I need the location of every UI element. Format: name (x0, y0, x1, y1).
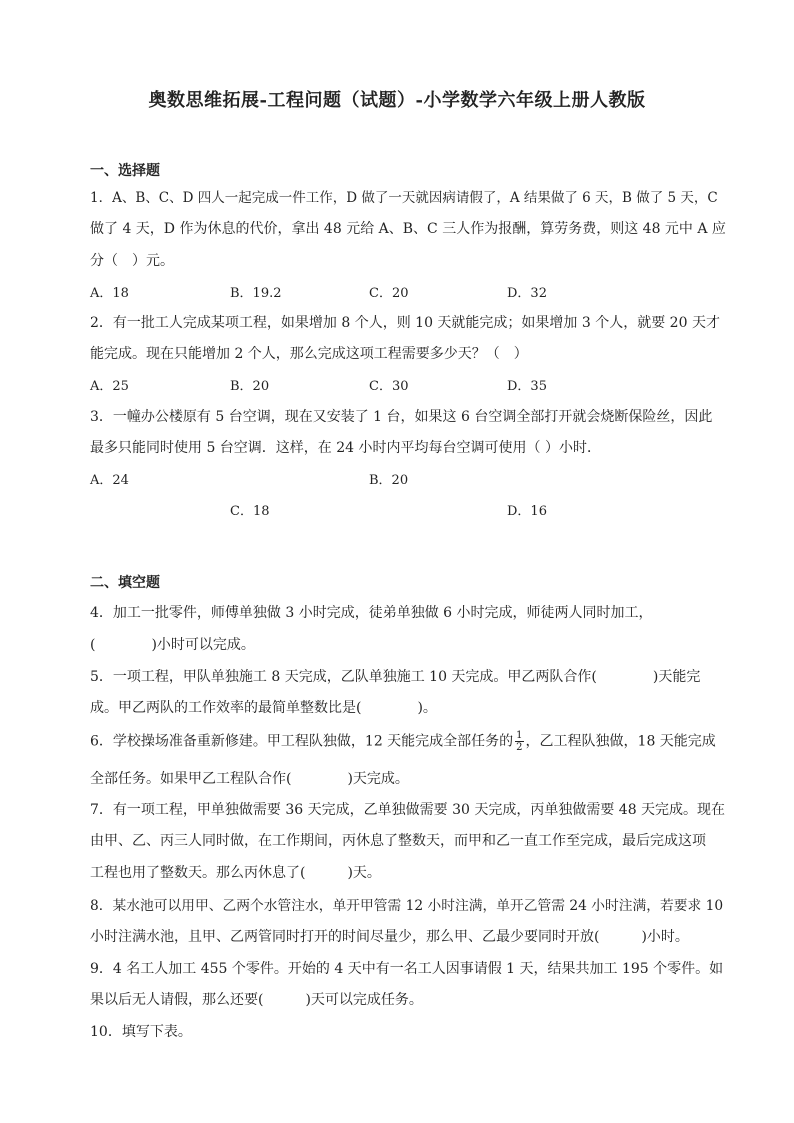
question-text-line: 1．A、B、C、D 四人一起完成一件工作，D 做了一天就因病请假了，A 结果做了 6 天，B 做了 5 天，C (90, 190, 718, 206)
option-d: D．32 (507, 286, 547, 301)
option-b: B．19.2 (230, 286, 282, 301)
question-text-line: 4．加工一批零件，师傅单独做 3 小时完成，徒弟单独做 6 小时完成，师徒两人同时加工， (90, 605, 653, 621)
question-text-line: 3．一幢办公楼原有 5 台空调，现在又安装了 1 台，如果这 6 台空调全部打开就会烧断保险丝，因此 (90, 409, 713, 425)
question-text-line: 由甲、乙、丙三人同时做，在工作期间，丙休息了整数天，而甲和乙一直工作至完成，最后完成这项 (90, 833, 706, 849)
question-text-line: 分（ ）元。 (90, 253, 174, 269)
question-text-line: 9．4 名工人加工 455 个零件。开始的 4 天中有一名工人因事请假 1 天，结果共加工 195 个零件。如 (90, 961, 724, 977)
question-text-line: 做了 4 天，D 作为休息的代价，拿出 48 元给 A、B、C 三人作为报酬，算劳务费，则这 48 元中 A 应 (90, 221, 726, 237)
question-text-line: 小时注满水池，且甲、乙两管同时打开的时间尽量少，那么甲、乙最少要同时开放( )小时。 (90, 929, 689, 945)
option-a: A．24 (90, 473, 129, 488)
option-b: B．20 (369, 473, 409, 488)
option-d: D．35 (507, 379, 547, 394)
option-b: B．20 (230, 379, 270, 394)
question-text-line: ( )小时可以完成。 (90, 637, 255, 653)
page-title: 奥数思维拓展-工程问题（试题）-小学数学六年级上册人教版 (148, 90, 646, 111)
question-text-line: 果以后无人请假，那么还要( )天可以完成任务。 (90, 992, 423, 1008)
fraction-denominator: 2 (516, 742, 523, 753)
question-text-line: 能完成。现在只能增加 2 个人，那么完成这项工程需要多少天？（ ） (90, 346, 528, 362)
question-text-line: 成。甲乙两队的工作效率的最简单整数比是( )。 (90, 700, 437, 716)
section-heading-fill-blank: 二、填空题 (90, 575, 160, 591)
question-text-line: 10．填写下表。 (90, 1024, 192, 1040)
option-c: C．30 (369, 379, 409, 394)
question-text-line: 工程也用了整数天。那么丙休息了( )天。 (90, 865, 381, 881)
question-text-line: 全部任务。如果甲乙工程队合作( )天完成。 (90, 771, 409, 787)
question-text: ，乙工程队独做，18 天能完成 (525, 733, 716, 750)
fraction-numerator: 1 (516, 730, 523, 741)
question-text: 6．学校操场准备重新修建。甲工程队独做，12 天能完成全部任务的 (90, 733, 514, 750)
question-text-line: 2．有一批工人完成某项工程，如果增加 8 个人，则 10 天就能完成；如果增加 3 个人，就要 20 天才 (90, 315, 720, 331)
section-heading-choice: 一、选择题 (90, 163, 160, 179)
question-text-line: 最多只能同时使用 5 台空调．这样，在 24 小时内平均每台空调可使用（ ）小时． (90, 440, 601, 456)
option-a: A．25 (90, 379, 129, 394)
question-text-line (90, 730, 716, 753)
option-c: C．18 (230, 504, 270, 519)
question-text-line: 7．有一项工程，甲单独做需要 36 天完成，乙单独做需要 30 天完成，丙单独做需要 48 天完成。现在 (90, 802, 726, 818)
question-text-line: 8．某水池可以用甲、乙两个水管注水，单开甲管需 12 小时注满，单开乙管需 24 小时注满，若要求 10 (90, 898, 724, 914)
fraction (515, 730, 523, 753)
option-c: C．20 (369, 286, 409, 301)
option-d: D．16 (507, 504, 547, 519)
option-a: A．18 (90, 286, 129, 301)
question-text-line: 5．一项工程，甲队单独施工 8 天完成，乙队单独施工 10 天完成。甲乙两队合作( )天能完 (90, 669, 701, 685)
